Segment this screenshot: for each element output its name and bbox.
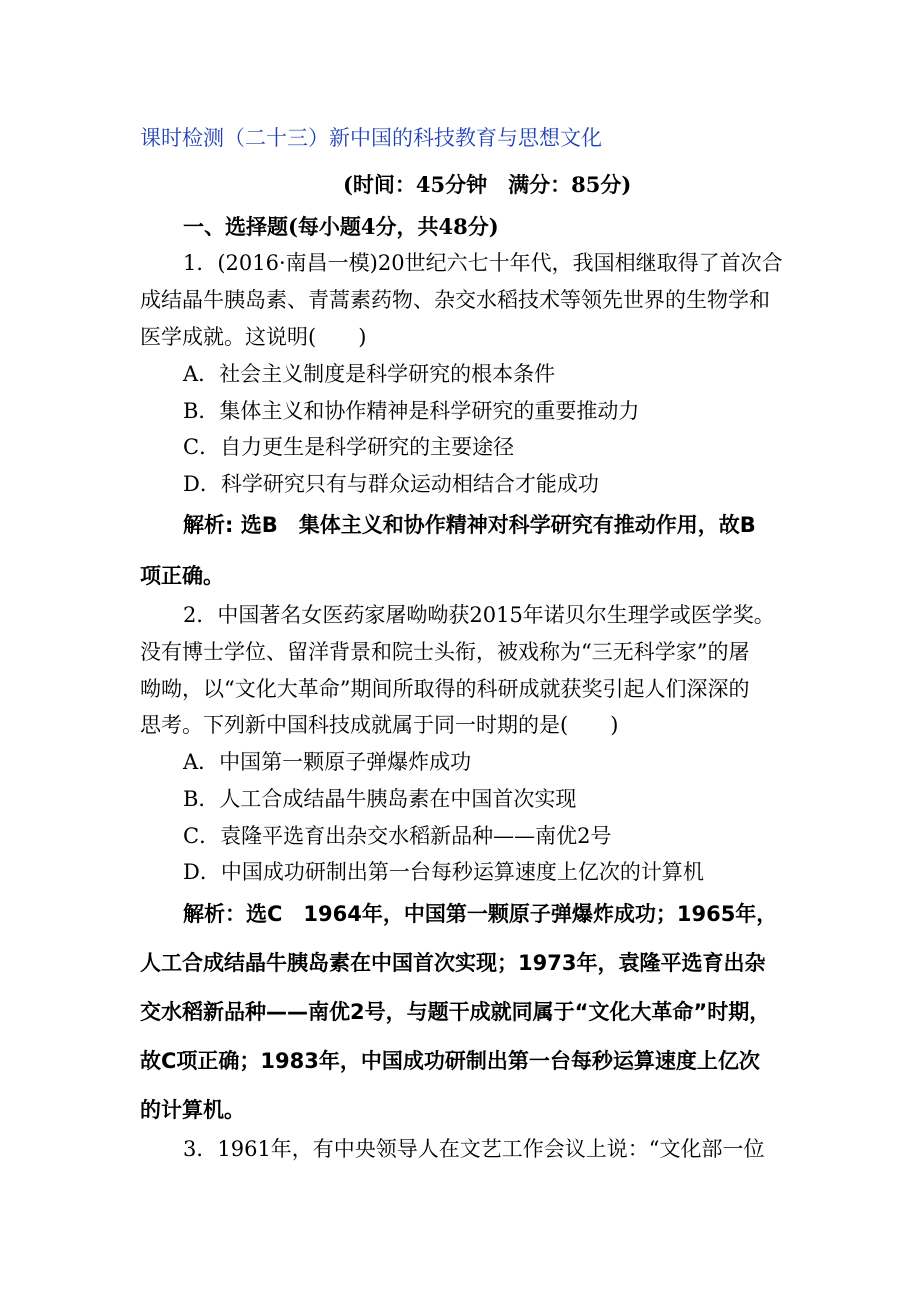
q2-line-2: 没有博士学位、留洋背景和院士头衔，被戏称为“三无科学家”的屠 (140, 640, 750, 664)
q1-analysis-line-2: 项正确。 (140, 564, 224, 588)
q2-analysis-line-3: 交水稻新品种——南优2号，与题干成就同属于“文化大革命”时期， (140, 1000, 771, 1024)
q1-line-2: 成结晶牛胰岛素、青蒿素药物、杂交水稻技术等领先世界的生物学和 (140, 288, 770, 312)
q1-option-b: B．集体主义和协作精神是科学研究的重要推动力 (183, 399, 640, 423)
q2-line-4: 思考。下列新中国科技成就属于同一时期的是( ) (140, 713, 619, 737)
q1-line-3: 医学成就。这说明( ) (140, 325, 367, 349)
q2-option-d: D．中国成功研制出第一台每秒运算速度上亿次的计算机 (183, 860, 704, 884)
q1-option-c: C．自力更生是科学研究的主要途径 (183, 435, 515, 459)
q1-analysis-line-1: 解析: 选B 集体主义和协作精神对科学研究有推动作用，故B (183, 513, 756, 537)
q2-analysis-line-1: 解析：选C 1964年，中国第一颗原子弹爆炸成功；1965年， (183, 902, 778, 926)
q2-line-3: 呦呦，以“文化大革命”期间所取得的科研成就获奖引起人们深深的 (140, 677, 750, 701)
q2-option-a: A．中国第一颗原子弹爆炸成功 (183, 750, 472, 774)
page-title: 课时检测（二十三）新中国的科技教育与思想文化 (140, 126, 602, 150)
q2-option-b: B．人工合成结晶牛胰岛素在中国首次实现 (183, 787, 577, 811)
q1-option-a: A．社会主义制度是科学研究的根本条件 (183, 362, 556, 386)
q2-option-c: C．袁隆平选育出杂交水稻新品种——南优2号 (183, 824, 612, 848)
q1-line-1: 1．(2016·南昌一模)20世纪六七十年代，我国相继取得了首次合 (183, 251, 783, 275)
q2-analysis-line-5: 的计算机。 (140, 1098, 245, 1122)
q3-line-1: 3．1961年，有中央领导人在文艺工作会议上说：“文化部一位 (183, 1137, 765, 1161)
time-info: (时间：45分钟 满分：85分) (343, 172, 632, 197)
q2-analysis-line-4: 故C项正确；1983年，中国成功研制出第一台每秒运算速度上亿次 (140, 1049, 760, 1073)
section-heading: 一、选择题(每小题4分，共48分) (183, 214, 499, 239)
q2-analysis-line-2: 人工合成结晶牛胰岛素在中国首次实现；1973年，袁隆平选育出杂 (140, 951, 766, 975)
q2-line-1: 2．中国著名女医药家屠呦呦获2015年诺贝尔生理学或医学奖。 (183, 603, 775, 627)
q1-option-d: D．科学研究只有与群众运动相结合才能成功 (183, 472, 599, 496)
